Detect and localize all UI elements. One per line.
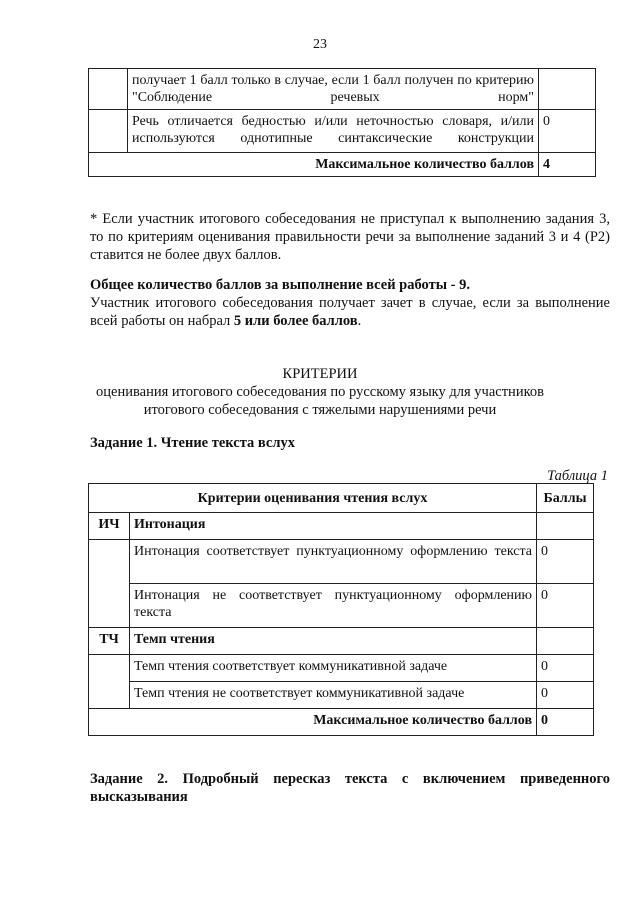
header-criteria: Критерии оценивания чтения вслух <box>89 484 537 513</box>
criterion-text: получает 1 балл только в случае, если 1 балл получен по критерию "Соблюдение речевых норм" <box>128 69 539 110</box>
criterion-text: Темп чтения не соответствует коммуникативной задаче <box>130 682 537 709</box>
group-code: ТЧ <box>89 628 130 655</box>
score-cell: 0 <box>537 655 594 682</box>
score-cell: 0 <box>537 540 594 584</box>
table-row <box>89 69 596 110</box>
group-code: ИЧ <box>89 513 130 540</box>
task2-heading: Задание 2. Подробный пересказ текста с включением приведенного высказывания <box>90 771 610 805</box>
table-row <box>89 682 594 709</box>
score-cell: 0 <box>537 682 594 709</box>
table-cell-empty <box>89 655 130 709</box>
group-row <box>89 513 594 540</box>
score-cell-empty <box>537 628 594 655</box>
criteria-title: КРИТЕРИИ <box>282 366 358 382</box>
max-score-label: Максимальное количество баллов <box>89 709 537 736</box>
table-row <box>89 584 594 628</box>
total-score-text <box>90 294 610 330</box>
table-total-row <box>89 709 594 736</box>
criterion-text: Интонация не соответствует пунктуационному оформлению текста <box>130 584 537 628</box>
total-score-block <box>90 276 610 330</box>
table-row <box>89 540 594 584</box>
criterion-text: Темп чтения соответствует коммуникативной задаче <box>130 655 537 682</box>
table-row <box>89 110 596 153</box>
total-score-heading: Общее количество баллов за выполнение всей работы - 9. <box>90 277 471 293</box>
criteria-subtitle-line1: оценивания итогового собеседования по русскому языку для участников <box>96 384 544 400</box>
table-caption: Таблица 1 <box>547 468 608 484</box>
table-row <box>89 655 594 682</box>
reading-criteria-table <box>88 483 594 736</box>
footnote: * Если участник итогового собеседования не приступал к выполнению задания 3, то по критериям оценивания правильности речи за выполнение заданий 3 и 4 (Р2) ставится не более двух баллов. <box>90 211 610 263</box>
criterion-text: Речь отличается бедностью и/или неточностью словаря, и/или используются однотипные синтаксические конструкции <box>128 110 539 153</box>
table-cell-empty <box>89 69 128 110</box>
score-cell: 0 <box>539 110 596 153</box>
total-score-text-part2: . <box>357 313 362 329</box>
score-cell <box>539 69 596 110</box>
max-score-value: 4 <box>539 153 596 177</box>
criterion-text: Интонация соответствует пунктуационному оформлению текста <box>130 540 537 584</box>
table-header-row <box>89 484 594 513</box>
table-cell-empty <box>89 540 130 628</box>
task1-heading: Задание 1. Чтение текста вслух <box>90 435 295 451</box>
criteria-subtitle-line2: итогового собеседования с тяжелыми нарушениями речи <box>143 402 497 418</box>
total-score-text-part1: Участник итогового собеседования получает зачет в случае, если за выполнение всей работы он набрал <box>90 295 610 329</box>
max-score-label: Максимальное количество баллов <box>89 153 539 177</box>
criteria-table-continued <box>88 68 596 177</box>
group-name: Темп чтения <box>130 628 537 655</box>
table-cell-empty <box>89 110 128 153</box>
score-cell: 0 <box>537 584 594 628</box>
group-name: Интонация <box>130 513 537 540</box>
table-total-row <box>89 153 596 177</box>
page-number: 23 <box>313 37 327 52</box>
group-row <box>89 628 594 655</box>
total-score-threshold: 5 или более баллов <box>233 313 358 329</box>
max-score-value: 0 <box>537 709 594 736</box>
score-cell-empty <box>537 513 594 540</box>
header-score: Баллы <box>537 484 594 513</box>
